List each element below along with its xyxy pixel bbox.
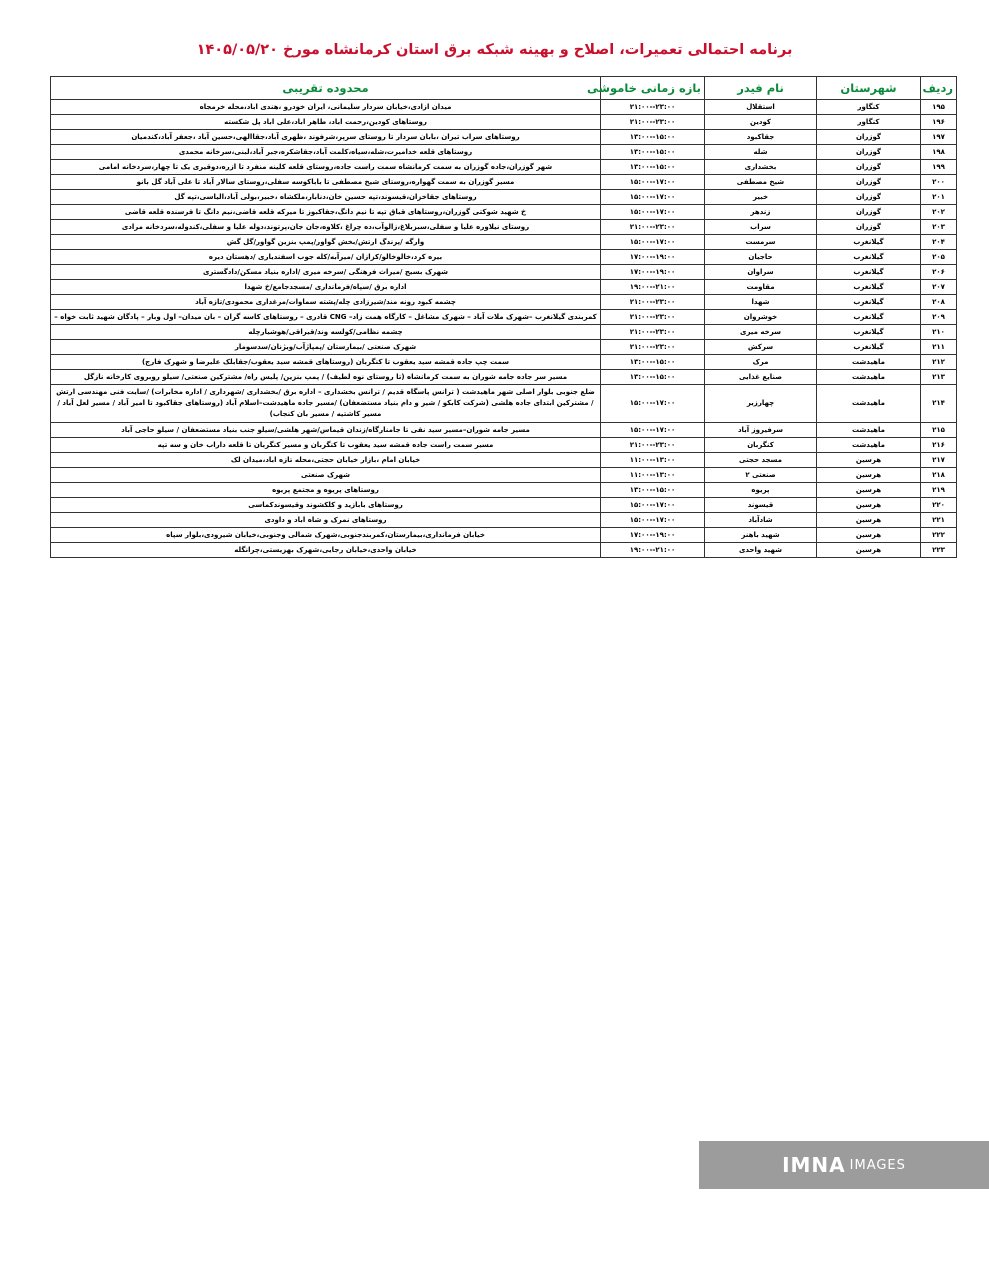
row-city: گیلانغرب xyxy=(817,310,921,325)
table-row xyxy=(51,543,957,558)
row-feeder: مقاومت xyxy=(705,280,817,295)
row-city: ماهیدشت xyxy=(817,355,921,370)
row-area: روستاهای سراب تیران ،بابان سردار تا روستای سرپر،شرفوند ،ظهری آباد،جقاالهی،حسین آباد ،جعفر آباد،کندمیان xyxy=(51,130,601,145)
row-area: روستاهای کودین،رحمت اباد، طاهر اباد،علی اباد پل شکسته xyxy=(51,115,601,130)
row-area: خ شهید شوکتی گوزران،روستاهای قباق تپه تا نیم دانگ،جقاکبوز تا میرکه قلعه قاضی،نیم دانگ تا قرسنده قلعه قاضی xyxy=(51,205,601,220)
row-time: ۱۷:۰۰--۱۹:۰۰ xyxy=(601,250,705,265)
row-feeder: شهید باهنر xyxy=(705,528,817,543)
row-time: ۱۳:۰۰--۱۵:۰۰ xyxy=(601,160,705,175)
row-index: ۲۱۳ xyxy=(921,370,957,385)
row-feeder: خبیر xyxy=(705,190,817,205)
row-feeder: پریوه xyxy=(705,483,817,498)
row-area: ضلع جنوبی بلوار اصلی شهر ماهیدشت ( ترانس پاسگاه قدیم / ترانس بخشداری – اداره برق /بخشداری /شهرداری / اداره مخابرات) /سایت فنی مهندسی ارتش / مشترکین ابتدای جاده هلشی (شرکت کابکو / شیر و دام بنیاد مستضعفان) /مسیر جاده ماهیدشت–اسلام آباد (روستاهای جقاکبود تا امیر آباد / مسیر لعل آباد /مسیر کاشتیه / مسیر بان کنجاب) xyxy=(51,385,601,423)
row-feeder: کنگربان xyxy=(705,438,817,453)
row-feeder: زندهر xyxy=(705,205,817,220)
row-feeder: صنعتی ۲ xyxy=(705,468,817,483)
table-row xyxy=(51,160,957,175)
row-time: ۱۵:۰۰--۱۷:۰۰ xyxy=(601,498,705,513)
row-index: ۱۹۹ xyxy=(921,160,957,175)
row-city: گوزران xyxy=(817,205,921,220)
row-city: گیلانغرب xyxy=(817,325,921,340)
row-index: ۲۱۴ xyxy=(921,385,957,423)
row-area: شهرک صنعتی xyxy=(51,468,601,483)
row-area: شهر گوزران،جاده گوزران به سمت کرمانشاه سمت راست جاده،روستای قلعه کلینه منفرد تا ازره،دوقیری یک تا چهار،سردخانه امامی xyxy=(51,160,601,175)
row-feeder: جقاکبود xyxy=(705,130,817,145)
row-index: ۲۰۱ xyxy=(921,190,957,205)
table-row xyxy=(51,175,957,190)
row-area: میدان ازادی،خیابان سردار سلیمانی، ایران خودرو ،هندی اباد،محله خرمجاه xyxy=(51,100,601,115)
row-city: هرسین xyxy=(817,513,921,528)
row-time: ۱۳:۰۰--۱۵:۰۰ xyxy=(601,370,705,385)
row-feeder: صنایع غذایی xyxy=(705,370,817,385)
row-feeder: سرمست xyxy=(705,235,817,250)
row-city: ماهیدشت xyxy=(817,370,921,385)
row-time: ۱۵:۰۰--۱۷:۰۰ xyxy=(601,423,705,438)
row-time: ۱۹:۰۰--۲۱:۰۰ xyxy=(601,280,705,295)
row-city: گیلانغرب xyxy=(817,295,921,310)
row-area: چشمه نظامی/کولسه وند/قیراقی/هوشیارچله xyxy=(51,325,601,340)
row-time: ۲۱:۰۰--۲۳:۰۰ xyxy=(601,100,705,115)
table-row xyxy=(51,130,957,145)
row-feeder: استقلال xyxy=(705,100,817,115)
table-row xyxy=(51,220,957,235)
row-feeder: سراوان xyxy=(705,265,817,280)
row-city: کنگاور xyxy=(817,100,921,115)
row-time: ۱۵:۰۰--۱۷:۰۰ xyxy=(601,190,705,205)
row-feeder: مسجد حجتی xyxy=(705,453,817,468)
row-area: چشمه کبود رونه مند/شیرزادی چله/پشته سماوات/مرغداری محمودی/تازه آباد xyxy=(51,295,601,310)
row-feeder: سرخه میری xyxy=(705,325,817,340)
table-row xyxy=(51,265,957,280)
row-city: کنگاور xyxy=(817,115,921,130)
row-time: ۱۱:۰۰--۱۳:۰۰ xyxy=(601,453,705,468)
row-time: ۱۳:۰۰--۱۵:۰۰ xyxy=(601,355,705,370)
row-feeder: شله xyxy=(705,145,817,160)
row-area: خیابان فرمانداری،بیمارستان،کمربندجنوبی،شهرک شمالی وجنوبی،خیابان شیرودی،بلوار سپاه xyxy=(51,528,601,543)
row-city: هرسین xyxy=(817,498,921,513)
table-row xyxy=(51,280,957,295)
row-time: ۲۱:۰۰--۲۳:۰۰ xyxy=(601,220,705,235)
row-index: ۲۱۰ xyxy=(921,325,957,340)
row-city: گوزران xyxy=(817,145,921,160)
row-area: روستاهای جقاخزان،قیسوند،تپه حسین خان،دنابار،ملکشاه ،خبیر،بولی آباد،الیاسی،تپه گل xyxy=(51,190,601,205)
row-index: ۱۹۷ xyxy=(921,130,957,145)
table-row xyxy=(51,528,957,543)
row-index: ۱۹۶ xyxy=(921,115,957,130)
row-feeder: سراب xyxy=(705,220,817,235)
row-feeder: شادآباد xyxy=(705,513,817,528)
row-index: ۲۰۰ xyxy=(921,175,957,190)
table-row xyxy=(51,295,957,310)
row-area: روستاهای نمرک و شاه اباد و داودی xyxy=(51,513,601,528)
row-time: ۱۵:۰۰--۱۷:۰۰ xyxy=(601,205,705,220)
row-time: ۱۵:۰۰--۱۷:۰۰ xyxy=(601,175,705,190)
row-city: گیلانغرب xyxy=(817,280,921,295)
row-time: ۲۱:۰۰--۲۳:۰۰ xyxy=(601,310,705,325)
table-row xyxy=(51,250,957,265)
row-area: روستاهای پریوه و مجتمع پریوه xyxy=(51,483,601,498)
header-feeder: نام فیدر xyxy=(705,77,817,100)
row-area: روستاهای قلعه خدامیرت،شله،سیاه،کلمت آباد،جقاشکره،جبر آباد،لبنی،سرخانه محمدی xyxy=(51,145,601,160)
row-area: خیابان واحدی،خیابان رجایی،شهرک بهزیستی،چرانگله xyxy=(51,543,601,558)
row-area: مسیر سمت راست جاده قمشه سید یعقوب تا کنگربان و مسیر کنگربان تا قلعه داراب خان و سه تپه xyxy=(51,438,601,453)
row-feeder: شهدا xyxy=(705,295,817,310)
row-time: ۲۱:۰۰--۲۳:۰۰ xyxy=(601,325,705,340)
row-index: ۲۲۰ xyxy=(921,498,957,513)
row-city: ماهیدشت xyxy=(817,438,921,453)
row-time: ۲۱:۰۰--۲۳:۰۰ xyxy=(601,115,705,130)
row-city: گوزران xyxy=(817,175,921,190)
row-index: ۲۱۲ xyxy=(921,355,957,370)
table-row xyxy=(51,190,957,205)
row-city: گوزران xyxy=(817,160,921,175)
row-index: ۲۱۹ xyxy=(921,483,957,498)
row-index: ۲۰۸ xyxy=(921,295,957,310)
outage-schedule-table xyxy=(50,76,957,558)
row-time: ۲۱:۰۰--۲۳:۰۰ xyxy=(601,340,705,355)
row-index: ۲۰۷ xyxy=(921,280,957,295)
page-title: برنامه احتمالی تعمیرات، اصلاح و بهینه شبکه برق استان کرمانشاه مورخ ۱۴۰۵/۰۵/۲۰ xyxy=(196,42,793,58)
row-index: ۲۲۱ xyxy=(921,513,957,528)
row-feeder: قیسوند xyxy=(705,498,817,513)
row-index: ۲۰۲ xyxy=(921,205,957,220)
table-row xyxy=(51,385,957,423)
row-area: مسیر جامه شوران–مسیر سید نقی تا جامنارگاه/زندان قیماس/شهر هلشی/سیلو جنب بنیاد مستضعفان / سیلو حاجی آباد xyxy=(51,423,601,438)
row-time: ۱۷:۰۰--۱۹:۰۰ xyxy=(601,528,705,543)
row-feeder: شیخ مصطفی xyxy=(705,175,817,190)
row-feeder: چهارزبر xyxy=(705,385,817,423)
row-time: ۲۱:۰۰--۲۳:۰۰ xyxy=(601,438,705,453)
row-city: ماهیدشت xyxy=(817,385,921,423)
table-row xyxy=(51,325,957,340)
header-index: ردیف xyxy=(921,77,957,100)
row-index: ۲۰۶ xyxy=(921,265,957,280)
row-area: کمربندی گیلانغرب –شهرک ملات آباد – شهرک مشاغل – کارگاه همت زاد– CNG قادری – روستاهای کاسه گران – بان میدان– اول وبار – پادگان شهید ثابت خواه – xyxy=(51,310,601,325)
row-index: ۲۱۷ xyxy=(921,453,957,468)
row-time: ۱۵:۰۰--۱۷:۰۰ xyxy=(601,235,705,250)
table-row xyxy=(51,498,957,513)
table-row xyxy=(51,513,957,528)
table-header-row xyxy=(51,77,957,100)
table-row xyxy=(51,468,957,483)
table-row xyxy=(51,355,957,370)
row-area: روستاهای بابازید و کلکشوند وقیسوندکماسی xyxy=(51,498,601,513)
row-feeder: بخشداری xyxy=(705,160,817,175)
row-area: وارگه /پرندگ ارتش/بخش گواور/پمپ بنزین گواور/گل گش xyxy=(51,235,601,250)
row-index: ۲۲۲ xyxy=(921,528,957,543)
table-row xyxy=(51,235,957,250)
table-row xyxy=(51,115,957,130)
header-city: شهرستان xyxy=(817,77,921,100)
row-feeder: کودین xyxy=(705,115,817,130)
row-city: هرسین xyxy=(817,453,921,468)
table-row xyxy=(51,100,957,115)
row-area: سمت چپ جاده قمشه سید یعقوب تا کنگربان (روستاهای قمشه سید یعقوب/جقابلک علیرضا و شهرک فارج) xyxy=(51,355,601,370)
row-index: ۱۹۸ xyxy=(921,145,957,160)
row-time: ۱۳:۰۰--۱۵:۰۰ xyxy=(601,483,705,498)
row-feeder: شهید واحدی xyxy=(705,543,817,558)
header-area: محدوده تقریبی xyxy=(51,77,601,100)
row-time: ۱۹:۰۰--۲۱:۰۰ xyxy=(601,543,705,558)
row-city: گیلانغرب xyxy=(817,250,921,265)
row-feeder: خوشروان xyxy=(705,310,817,325)
row-time: ۱۵:۰۰--۱۷:۰۰ xyxy=(601,513,705,528)
watermark-word: IMAGES xyxy=(849,1157,906,1173)
table-row xyxy=(51,340,957,355)
row-city: هرسین xyxy=(817,543,921,558)
table-row xyxy=(51,370,957,385)
row-time: ۱۳:۰۰--۱۵:۰۰ xyxy=(601,145,705,160)
row-city: گیلانغرب xyxy=(817,340,921,355)
row-city: هرسین xyxy=(817,468,921,483)
row-index: ۲۲۳ xyxy=(921,543,957,558)
row-index: ۲۰۳ xyxy=(921,220,957,235)
table-row xyxy=(51,145,957,160)
row-feeder: مرک xyxy=(705,355,817,370)
row-area: روستای نیلاوره علیا و سفلی،سبزبلاغ،زالوآب،ده چراغ ،کلاوه،جان جان،پرتوند،دوله علیا و سفلی،کندوله،سردخانه مرادی xyxy=(51,220,601,235)
row-area: خیابان امام ،بازار خیابان حجتی،محله تازه اباد،میدان لک xyxy=(51,453,601,468)
watermark-logo xyxy=(699,1141,989,1189)
table-row xyxy=(51,423,957,438)
row-index: ۲۰۴ xyxy=(921,235,957,250)
row-feeder: حاجیان xyxy=(705,250,817,265)
row-time: ۲۱:۰۰--۲۳:۰۰ xyxy=(601,295,705,310)
table-row xyxy=(51,453,957,468)
row-time: ۱۷:۰۰--۱۹:۰۰ xyxy=(601,265,705,280)
table-row xyxy=(51,205,957,220)
row-index: ۲۱۵ xyxy=(921,423,957,438)
row-index: ۲۰۹ xyxy=(921,310,957,325)
row-city: گوزران xyxy=(817,220,921,235)
row-area: شهرک بسیج /میراث فرهنگی /سرخه میری /اداره بنیاد مسکن/دادگستری xyxy=(51,265,601,280)
row-city: گوزران xyxy=(817,130,921,145)
row-city: هرسین xyxy=(817,528,921,543)
row-feeder: سرفیروز آباد xyxy=(705,423,817,438)
row-area: مسیر گوزران به سمت گهواره،روستای شیخ مصطفی تا باباکوسه سفلی،روستای سالار آباد تا علی آباد گل بانو xyxy=(51,175,601,190)
table-row xyxy=(51,438,957,453)
table-body xyxy=(51,100,957,558)
row-area: مسیر سر جاده جامه شوران به سمت کرمانشاه (تا روستای نوه لطیف) / پمپ بنزین/ پلیس راه/ مشترکین صنعتی/ سیلو روبروی کارخانه نازگل xyxy=(51,370,601,385)
row-index: ۲۱۸ xyxy=(921,468,957,483)
row-city: ماهیدشت xyxy=(817,423,921,438)
header-time: بازه زمانی خاموشی xyxy=(601,77,705,100)
row-time: ۱۳:۰۰--۱۵:۰۰ xyxy=(601,130,705,145)
row-index: ۲۱۶ xyxy=(921,438,957,453)
table-row xyxy=(51,483,957,498)
row-time: ۱۵:۰۰--۱۷:۰۰ xyxy=(601,385,705,423)
row-feeder: سرکش xyxy=(705,340,817,355)
row-area: اداره برق /سپاه/فرمانداری /مسجدجامع/خ شهدا xyxy=(51,280,601,295)
row-city: هرسین xyxy=(817,483,921,498)
watermark-mark: IMNA xyxy=(782,1153,846,1177)
row-index: ۱۹۵ xyxy=(921,100,957,115)
table-row xyxy=(51,310,957,325)
row-city: گیلانغرب xyxy=(817,265,921,280)
row-index: ۲۰۵ xyxy=(921,250,957,265)
row-area: بیره کرد،خالوخالو/کزازان /میرآبه/کله جوب اسفندیاری /دهستان دیره xyxy=(51,250,601,265)
row-city: گوزران xyxy=(817,190,921,205)
row-index: ۲۱۱ xyxy=(921,340,957,355)
row-time: ۱۱:۰۰--۱۳:۰۰ xyxy=(601,468,705,483)
row-city: گیلانغرب xyxy=(817,235,921,250)
row-area: شهرک صنعتی /بیمارستان /پمپاژآب/ویژنان/سدسومار xyxy=(51,340,601,355)
